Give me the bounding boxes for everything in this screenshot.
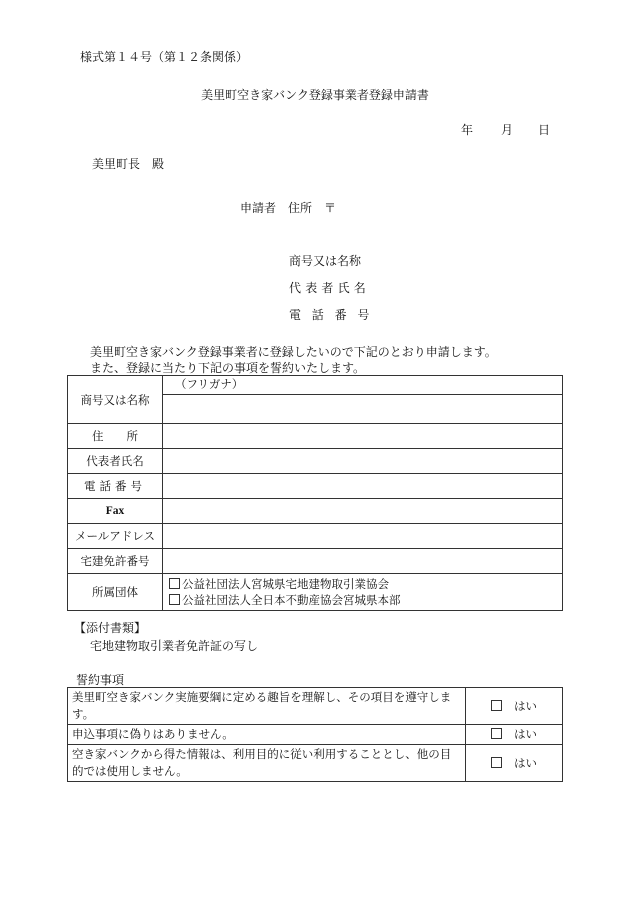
checkbox-icon[interactable] xyxy=(169,578,180,589)
phone-label: 電話番号 xyxy=(68,474,163,499)
checkbox-icon[interactable] xyxy=(491,728,502,739)
trade-name-label: 商号又は名称 xyxy=(68,376,163,424)
date-year-label: 年 xyxy=(461,123,474,137)
email-label: メールアドレス xyxy=(68,524,163,549)
addressee: 美里町長 殿 xyxy=(92,157,165,171)
pledge-answer: はい xyxy=(514,755,537,770)
registration-table xyxy=(67,375,563,611)
address-field[interactable] xyxy=(163,424,563,449)
pledge-row xyxy=(68,688,563,725)
intro-line-1: 美里町空き家バンク登録事業者に登録したいので下記のとおり申請します。 xyxy=(90,345,497,359)
license-number-label: 宅建免許番号 xyxy=(68,549,163,574)
pledge-answer-cell[interactable] xyxy=(466,725,563,745)
pledge-answer: はい xyxy=(514,698,537,713)
intro-line-2: また、登録に当たり下記の事項を誓約いたします。 xyxy=(90,361,366,375)
checkbox-icon[interactable] xyxy=(169,594,180,605)
applicant-address-label: 申請者 住所 〒 xyxy=(240,201,337,215)
representative-label: 代表者氏名 xyxy=(68,449,163,474)
pledge-table xyxy=(67,687,563,782)
fax-label: Fax xyxy=(68,499,163,524)
pledge-answer: はい xyxy=(514,727,537,741)
applicant-trade-name-label: 商号又は名称 xyxy=(289,254,362,268)
applicant-representative-label: 代表者氏名 xyxy=(289,281,371,295)
phone-field[interactable] xyxy=(163,474,563,499)
fax-field[interactable] xyxy=(163,499,563,524)
affiliation-label: 所属団体 xyxy=(68,574,163,611)
pledge-row xyxy=(68,745,563,782)
pledge-answer-cell[interactable] xyxy=(466,745,563,782)
furigana-label: （フリガナ） xyxy=(175,377,244,391)
pledge-text: 美里町空き家バンク実施要綱に定める趣旨を理解し、その項目を遵守します。 xyxy=(68,688,466,725)
pledge-text: 申込事項に偽りはありません。 xyxy=(68,725,466,745)
affiliation-option-1[interactable] xyxy=(169,576,556,592)
pledge-row xyxy=(68,725,563,745)
date-month-label: 月 xyxy=(501,123,514,137)
document-title: 美里町空き家バンク登録事業者登録申請書 xyxy=(201,88,429,102)
affiliation-option-2[interactable] xyxy=(169,592,556,608)
attachments-heading: 【添付書類】 xyxy=(74,621,147,635)
applicant-phone-label: 電話番号 xyxy=(289,308,381,322)
pledge-heading: 誓約事項 xyxy=(76,673,125,687)
license-number-field[interactable] xyxy=(163,549,563,574)
representative-field[interactable] xyxy=(163,449,563,474)
address-label: 住 所 xyxy=(68,424,163,449)
pledge-text: 空き家バンクから得た情報は、利用目的に従い利用することとし、他の目的では使用しません。 xyxy=(68,745,466,782)
form-number: 様式第１４号（第１２条関係） xyxy=(80,50,249,64)
checkbox-icon[interactable] xyxy=(491,700,502,711)
affiliation-option-1-label: 公益社団法人宮城県宅地建物取引業協会 xyxy=(182,577,389,591)
trade-name-field[interactable] xyxy=(163,395,563,424)
email-field[interactable] xyxy=(163,524,563,549)
pledge-answer-cell[interactable] xyxy=(466,688,563,725)
affiliation-option-2-label: 公益社団法人全日本不動産協会宮城県本部 xyxy=(182,593,401,607)
affiliation-options xyxy=(163,574,563,611)
attachment-item: 宅地建物取引業者免許証の写し xyxy=(90,639,259,653)
date-day-label: 日 xyxy=(538,123,551,137)
checkbox-icon[interactable] xyxy=(491,757,502,768)
furigana-field[interactable] xyxy=(163,376,563,395)
